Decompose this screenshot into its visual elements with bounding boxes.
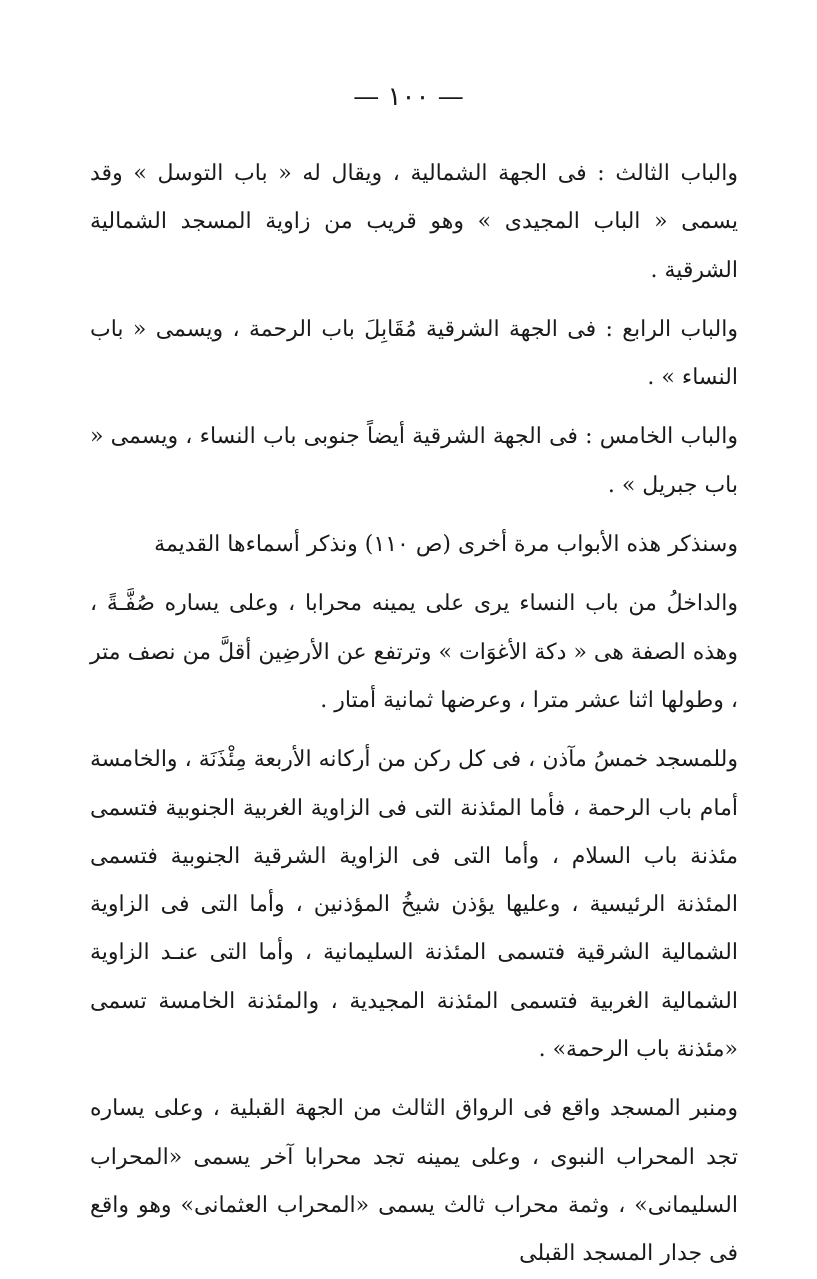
paragraph-minbar-mihrabs: ومنبر المسجد واقع فى الرواق الثالث من الجهة القبلية ، وعلى يساره تجد المحراب النبوى ، وعلى يمينه تجد محرابا آخر يسمى «المحراب السليمانى» ، وثمة محراب ثالث يسمى «المحراب العثمانى» وهو واقع فى جدار المسجد القبلى <box>90 1096 738 1267</box>
paragraph-fifth-gate: والباب الخامس : فى الجهة الشرقية أيضاً جنوبى باب النساء ، ويسمى « باب جبريل » . <box>90 424 738 498</box>
paragraph-third-gate: والباب الثالث : فى الجهة الشمالية ، ويقال له « باب التوسل » وقد يسمى « الباب المجيدى » وهو قريب من زاوية المسجد الشمالية الشرقية . <box>90 161 738 283</box>
paragraph-minarets: وللمسجد خمسُ مآذن ، فى كل ركن من أركانه الأربعة مِئْذَنَة ، والخامسة أمام باب الرحمة ، فأما المئذنة التى فى الزاوية الغربية الجنوبية فتسمى مئذنة باب السلام ، وأما التى فى الزاوية الشرقية الجنوبية فتسمى المئذنة الرئيسية ، وعليها يؤذن شيخُ المؤذنين ، وأما التى فى الزاوية الشمالية الشرقية فتسمى المئذنة السليمانية ، وأما التى عنـد الزاوية الشمالية الغربية فتسمى المئذنة المجيدية ، والمئذنة الخامسة تسمى «مئذنة باب الرحمة» . <box>90 747 738 1063</box>
page-number: — ١٠٠ — <box>353 82 464 112</box>
paragraph-gates-reference: وسنذكر هذه الأبواب مرة أخرى (ص ١١٠) ونذكر أسماءها القديمة <box>154 532 738 558</box>
body-text <box>90 150 738 1279</box>
paragraph-fourth-gate: والباب الرابع : فى الجهة الشرقية مُقَابِلَ باب الرحمة ، ويسمى « باب النساء » . <box>90 316 738 391</box>
paragraph-women-gate-platform: والداخلُ من باب النساء يرى على يمينه محرابا ، وعلى يساره صُفَّـةً ، وهذه الصفة هى « دكة الأغوَات » وترتفع عن الأرضِين أقلَّ من نصف متر ، وطولها اثنا عشر مترا ، وعرضها ثمانية أمتار . <box>90 591 738 713</box>
